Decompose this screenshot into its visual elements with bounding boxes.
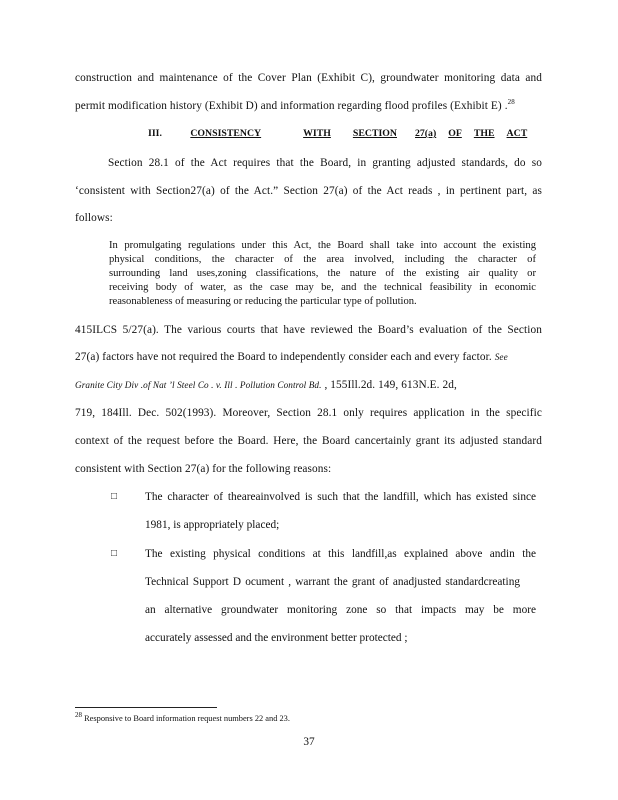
paragraph-line: Section 28.1 of the Act requires that the Board, in granting adjusted standards, do so [108, 157, 542, 169]
citation-signal: See [494, 352, 508, 362]
bullet-line: The existing physical conditions at this landfill,as explained above andin the [145, 548, 536, 560]
footnote-reference: 28 [507, 98, 515, 107]
bullet-line: The character of theareainvolved is such that the landfill, which has existed since [145, 491, 536, 503]
paragraph-text: , 155Ill.2d. 149, 613N.E. 2d, [321, 379, 457, 391]
heading-word: SECTION [352, 128, 397, 139]
paragraph-line: context of the request before the Board. Here, the Board cancertainly grant its adjusted standard [75, 435, 542, 447]
quote-line: reasonableness of measuring or reducing the particular type of pollution. [109, 296, 417, 307]
page-number: 37 [303, 736, 315, 748]
heading-title [190, 128, 535, 139]
heading-word: WITH [303, 128, 331, 139]
paragraph-line [75, 351, 542, 363]
footnote-text: Responsive to Board information request numbers 22 and 23. [82, 714, 290, 723]
paragraph-line: 415ILCS 5/27(a). The various courts that have reviewed the Board’s evaluation of the Section [75, 324, 542, 336]
quote-line: receiving body of water, as the case may be, and the technical feasibility in economic [109, 282, 536, 293]
bullet-marker: □ [111, 491, 118, 502]
paragraph-line: consistent with Section 27(a) for the following reasons: [75, 463, 332, 475]
paragraph-line [75, 100, 542, 112]
paragraph-text: permit modification history (Exhibit D) and information regarding flood profiles (Exhibit E) . [75, 100, 508, 112]
heading-word: 27(a) [415, 128, 437, 139]
footnote-divider [75, 707, 217, 708]
heading-word: ACT [506, 128, 528, 139]
heading-word: OF [448, 128, 462, 139]
bullet-line: an alternative groundwater monitoring zone so that impacts may be more [145, 604, 536, 616]
bullet-line: Technical Support D ocument , warrant the grant of anadjusted standardcreating [145, 576, 520, 588]
paragraph-line: ‘consistent with Section27(a) of the Act.” Section 27(a) of the Act reads , in pertinent part, as [75, 185, 542, 197]
paragraph-line: 719, 184Ill. Dec. 502(1993). Moreover, Section 28.1 only requires application in the specific [75, 407, 542, 419]
heading-number: III. [148, 128, 162, 139]
paragraph-line: follows: [75, 212, 113, 224]
quote-line: surrounding land uses,zoning classifications, the nature of the existing air quality or [109, 268, 536, 279]
case-citation: Granite City Div .of Nat ’l Steel Co . v. Ill . Pollution Control Bd. [75, 380, 322, 390]
footnote-number: 28 [75, 711, 82, 720]
bullet-line: accurately assessed and the environment better protected ; [145, 632, 408, 644]
quote-line: physical conditions, the character of the area involved, including the character of [109, 254, 536, 265]
heading-word: THE [473, 128, 495, 139]
quote-line: In promulgating regulations under this Act, the Board shall take into account the existing [109, 240, 536, 251]
paragraph-text: 27(a) factors have not required the Board to independently consider each and every factor. [75, 351, 492, 363]
bullet-marker: □ [111, 548, 118, 559]
footnote [75, 711, 290, 723]
paragraph-line: construction and maintenance of the Cover Plan (Exhibit C), groundwater monitoring data and [75, 72, 542, 84]
section-heading [148, 128, 541, 139]
paragraph-line [75, 379, 542, 391]
bullet-line: 1981, is appropriately placed; [145, 519, 280, 531]
heading-word: CONSISTENCY [190, 128, 262, 139]
